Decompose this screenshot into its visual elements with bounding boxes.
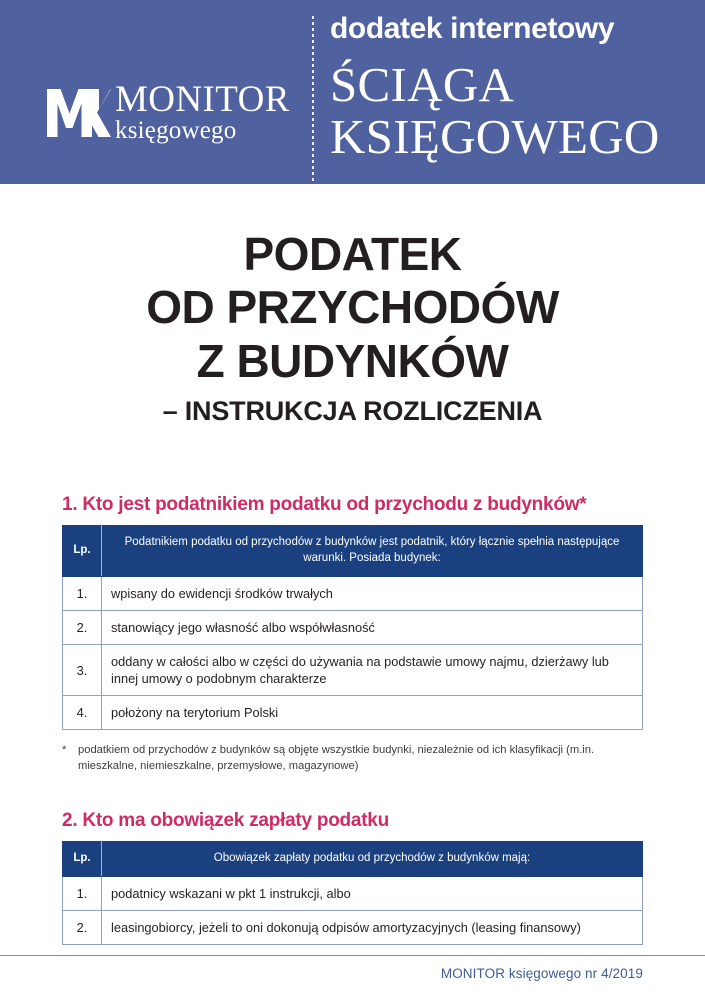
table-header-row [63,526,643,577]
mk-monogram-icon [47,88,111,138]
column-header-obligation: Obowiązek zapłaty podatku od przychodów z budynków mają: [102,842,643,877]
logo-word-ksiegowego: księgowego [115,116,237,144]
cell-text: podatnicy wskazani w pkt 1 instrukcji, albo [102,876,643,910]
table-row [63,576,643,610]
page-title-line-1: PODATEK [243,228,462,280]
cell-lp: 3. [63,645,102,696]
page-title-line-3: Z BUDYNKÓW [196,334,509,387]
section-1 [62,493,643,775]
cell-text: stanowiący jego własność albo współwłasność [102,610,643,644]
page-title [62,228,643,388]
cell-lp: 2. [63,910,102,944]
table-row [63,876,643,910]
cell-text: leasingobiorcy, jeżeli to oni dokonują odpisów amortyzacyjnych (leasing finansowy) [102,910,643,944]
page-title-line-2: OD PRZYCHODÓW [146,281,559,334]
section-1-footnote [62,743,643,775]
logo-word-monitor: MONITOR [115,78,290,120]
section-2-heading: 2. Kto ma obowiązek zapłaty podatku [62,809,389,831]
cell-text: wpisany do ewidencji środków trwałych [102,576,643,610]
section-1-heading: 1. Kto jest podatnikiem podatku od przychodu z budynków* [62,494,587,516]
masthead-kicker: dodatek internetowy [330,12,615,45]
section-1-table [62,525,643,730]
brand-logo [47,78,290,144]
cell-lp: 2. [63,610,102,644]
table-row [63,610,643,644]
table-header-row [63,842,643,877]
cell-lp: 1. [63,576,102,610]
page-body [0,228,705,945]
cell-text: oddany w całości albo w części do używania na podstawie umowy najmu, dzierżawy lub innej umowy o podobnym charakterze [102,645,643,696]
page-footer [0,955,705,981]
column-header-lp: Lp. [63,842,102,877]
masthead-brand-line-2: KSIĘGOWEGO [330,109,660,165]
cell-text: położony na terytorium Polski [102,696,643,730]
section-2-table [62,841,643,945]
footer-issue-label: MONITOR księgowego nr 4/2019 [440,966,643,981]
table-row [63,645,643,696]
column-header-lp: Lp. [63,526,102,577]
column-header-condition: Podatnikiem podatku od przychodów z budynków jest podatnik, który łącznie spełnia następujące warunki. Posiada budynek: [102,526,643,577]
cell-lp: 4. [63,696,102,730]
footnote-marker: * [62,744,67,757]
cell-lp: 1. [63,876,102,910]
footnote-text: podatkiem od przychodów z budynków są objęte wszystkie budynki, niezależnie od ich klasyfikacji (m.in. mieszkalne, niemieszkalne, przemysłowe, magazynowe) [78,744,595,772]
table-row [63,696,643,730]
table-row [63,910,643,944]
masthead-brand-line-1: ŚCIĄGA [330,57,515,112]
masthead-titles [330,12,695,164]
section-2 [62,809,643,945]
masthead-dotted-divider [312,16,314,182]
masthead [0,0,705,184]
page-subtitle: – INSTRUKCJA ROZLICZENIA [162,396,543,427]
